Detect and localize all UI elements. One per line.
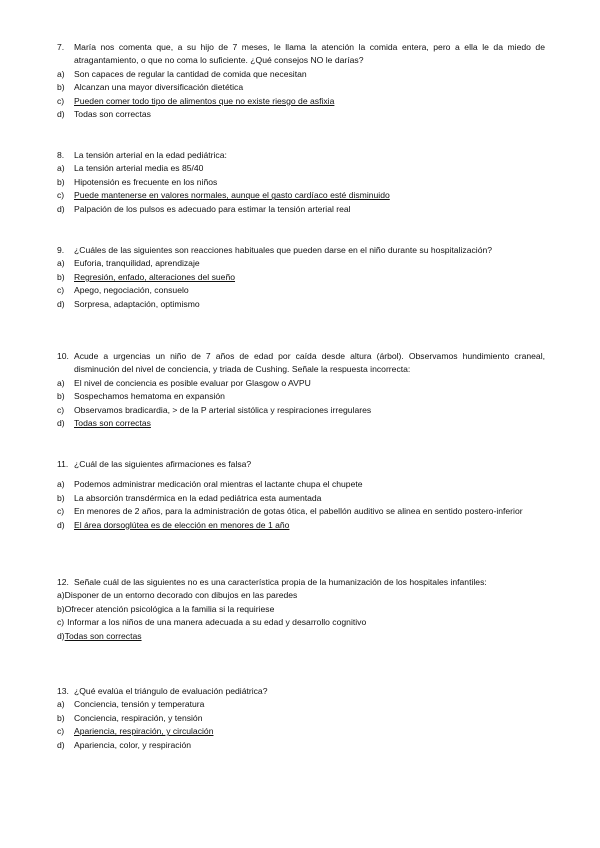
option-text: La absorción transdérmica en la edad pediátrica esta aumentada <box>74 492 322 503</box>
question-13 <box>57 685 545 752</box>
option-text: Euforia, tranquilidad, aprendizaje <box>74 258 200 269</box>
option-letter: d) <box>57 739 65 750</box>
option-text: Observamos bradicardia, > de la P arterial sistólica y respiraciones irregulares <box>74 404 372 415</box>
option-text-underlined: Pueden comer todo tipo de alimentos que no existe riesgo de asfixia <box>74 95 335 106</box>
option-letter: a) <box>57 590 65 601</box>
option-letter: c) <box>57 506 65 517</box>
option-text: Conciencia, tensión y temperatura <box>74 699 205 710</box>
option-d <box>57 298 545 311</box>
option-a <box>57 257 545 270</box>
option-text: En menores de 2 años, para la administración de gotas ótica, el pabellón auditivo se alinea en sentido postero-inferior <box>74 506 523 517</box>
option-text: Alcanzan una mayor diversificación dietética <box>74 82 244 93</box>
option-letter: d) <box>57 418 65 429</box>
option-letter: a) <box>57 258 65 269</box>
question-number: 10. <box>57 351 69 361</box>
question-text: ¿Qué evalúa el triángulo de evaluación pediátrica? <box>74 686 268 696</box>
option-text: Son capaces de regular la cantidad de comida que necesitan <box>74 68 307 79</box>
option-text: Todas son correctas <box>74 109 151 120</box>
option-a <box>57 377 545 390</box>
option-letter: c) <box>57 190 65 201</box>
question-number: 7. <box>57 42 65 52</box>
option-c <box>57 404 545 417</box>
question-9 <box>57 244 545 311</box>
option-letter: b) <box>57 492 65 503</box>
option-letter: d) <box>57 109 65 120</box>
option-letter: c) <box>57 726 65 737</box>
option-text: Palpación de los pulsos es adecuado para estimar la tensión arterial real <box>74 203 351 214</box>
option-letter: a) <box>57 377 65 388</box>
question-text: La tensión arterial en la edad pediátrica: <box>74 150 227 160</box>
option-text: El nivel de conciencia es posible evaluar por Glasgow o AVPU <box>74 377 311 388</box>
question-number: 12. <box>57 577 69 587</box>
option-text: Disponer de un entorno decorado con dibujos en las paredes <box>64 590 298 601</box>
option-b <box>57 176 545 189</box>
option-letter: a) <box>57 699 65 710</box>
option-b <box>57 712 545 725</box>
option-letter: c) <box>57 95 65 106</box>
option-d <box>57 739 545 752</box>
option-letter: c) <box>57 404 65 415</box>
option-text-underlined: El área dorsoglútea es de elección en menores de 1 año <box>74 519 290 530</box>
option-text-underlined: Apariencia, respiración, y circulación <box>74 726 214 737</box>
option-text: Apego, negociación, consuelo <box>74 285 189 296</box>
option-letter: b) <box>57 82 65 93</box>
option-letter: a) <box>57 163 65 174</box>
option-text: La tensión arterial media es 85/40 <box>74 163 204 174</box>
question-text: ¿Cuáles de las siguientes son reacciones habituales que pueden darse en el niño durante su hospitalización? <box>74 245 493 255</box>
option-b <box>57 390 545 403</box>
option-letter: d) <box>57 298 65 309</box>
option-letter: b) <box>57 391 65 402</box>
option-b <box>57 81 545 94</box>
question-number: 9. <box>57 245 65 255</box>
option-d <box>57 417 545 430</box>
question-11 <box>57 458 545 532</box>
option-letter: c) <box>57 285 65 296</box>
option-letter: a) <box>57 68 65 79</box>
question-10 <box>57 350 545 430</box>
option-text: Informar a los niños de una manera adecuada a su edad y desarrollo cognitivo <box>67 617 367 628</box>
question-8 <box>57 149 545 216</box>
option-d <box>57 108 545 121</box>
option-letter: b) <box>57 712 65 723</box>
option-text-underlined: Todas son correctas <box>64 630 142 641</box>
option-letter: c) <box>57 617 65 628</box>
option-c <box>57 189 545 202</box>
option-letter: b) <box>57 176 65 187</box>
option-b <box>57 492 545 505</box>
option-letter: d) <box>57 519 65 530</box>
option-b <box>57 603 545 616</box>
question-number: 8. <box>57 150 65 160</box>
option-text: Conciencia, respiración, y tensión <box>74 712 203 723</box>
option-c <box>57 95 545 108</box>
option-d <box>57 203 545 216</box>
option-c <box>57 505 545 518</box>
option-c <box>57 616 545 629</box>
option-text: Hipotensión es frecuente en los niños <box>74 176 218 187</box>
option-d <box>57 519 545 532</box>
option-letter: a) <box>57 479 65 490</box>
option-a <box>57 68 545 81</box>
option-text-underlined: Regresión, enfado, alteraciones del sueño <box>74 271 236 282</box>
option-text: Ofrecer atención psicológica a la familia si la requiriese <box>64 603 275 614</box>
spacer <box>57 471 545 478</box>
option-text: Sospechamos hematoma en expansión <box>74 391 225 402</box>
option-a <box>57 478 545 491</box>
option-text: Sorpresa, adaptación, optimismo <box>74 298 200 309</box>
option-a <box>57 162 545 175</box>
option-letter: d) <box>57 203 65 214</box>
option-letter: b) <box>57 603 65 614</box>
option-text-underlined: Todas son correctas <box>74 418 151 429</box>
option-a <box>57 589 545 602</box>
option-c <box>57 725 545 738</box>
question-number: 11. <box>57 459 69 469</box>
option-b <box>57 271 545 284</box>
option-letter: d) <box>57 630 65 641</box>
option-c <box>57 284 545 297</box>
option-text-underlined: Puede mantenerse en valores normales, aunque el gasto cardíaco esté disminuido <box>74 190 390 201</box>
question-text: María nos comenta que, a su hijo de 7 meses, le llama la atención la comida entera, pero a ella le da miedo de atragantamiento, o que no coma lo suficiente. ¿Qué consejos NO le darías? <box>74 42 545 66</box>
option-letter: b) <box>57 271 65 282</box>
option-text: Apariencia, color, y respiración <box>74 739 192 750</box>
question-12 <box>57 576 545 643</box>
option-text: Podemos administrar medicación oral mientras el lactante chupa el chupete <box>74 479 363 490</box>
question-7 <box>57 41 545 121</box>
option-a <box>57 698 545 711</box>
question-number: 13. <box>57 686 69 696</box>
question-text: Señale cuál de las siguientes no es una característica propia de la humanización de los hospitales infantiles: <box>74 577 487 587</box>
question-text: ¿Cuál de las siguientes afirmaciones es falsa? <box>74 459 252 469</box>
question-text: Acude a urgencias un niño de 7 años de edad por caída desde altura (árbol). Observamos hundimiento craneal, disminución del nivel de conciencia, y triada de Cushing. Señale la respuesta incorrecta: <box>74 351 545 375</box>
option-d <box>57 630 545 643</box>
